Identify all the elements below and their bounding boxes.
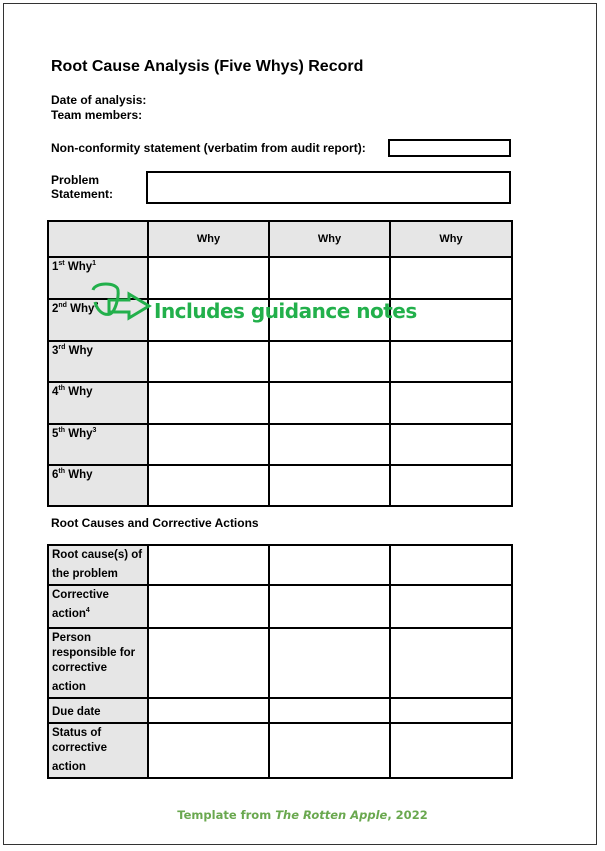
root-cause-cell[interactable] — [148, 628, 269, 698]
root-cause-cell[interactable] — [269, 628, 390, 698]
why-cell[interactable] — [148, 257, 269, 299]
why-row-label: 3rd Why — [48, 341, 148, 382]
why-cell[interactable] — [390, 382, 512, 424]
why-row-label: 4th Why — [48, 382, 148, 424]
footer-suffix: , 2022 — [387, 808, 428, 822]
team-label: Team members: — [51, 108, 143, 122]
why-row-label: 1st Why$^1$ — [48, 257, 148, 299]
nonconformity-label: Non-conformity statement (verbatim from audit report): — [51, 141, 366, 155]
problem-statement-field[interactable] — [146, 171, 511, 204]
why-row-label: 2nd Why$^2$ — [48, 299, 148, 341]
root-cause-table — [47, 544, 513, 779]
why-cell[interactable] — [148, 465, 269, 506]
problem-label — [51, 173, 113, 201]
why-row — [48, 424, 512, 465]
why-column-header: Why — [148, 221, 269, 257]
root-cause-cell[interactable] — [148, 698, 269, 723]
footer-prefix: Template from — [177, 808, 276, 822]
why-cell[interactable] — [269, 424, 390, 465]
root-cause-cell[interactable] — [390, 628, 512, 698]
root-cause-cell[interactable] — [390, 723, 512, 778]
problem-label-line1: Problem — [51, 173, 100, 187]
why-column-header: Why — [269, 221, 390, 257]
table-header-row — [48, 221, 512, 257]
nonconformity-field[interactable] — [388, 139, 511, 157]
root-cause-row-label: Person responsible for corrective action — [48, 628, 148, 698]
root-cause-row — [48, 628, 512, 698]
root-cause-cell[interactable] — [390, 585, 512, 628]
root-cause-cell[interactable] — [269, 698, 390, 723]
corner-cell — [48, 221, 148, 257]
annotation-arrow-icon — [85, 282, 160, 324]
why-cell[interactable] — [148, 382, 269, 424]
why-cell[interactable] — [148, 424, 269, 465]
root-cause-cell[interactable] — [269, 545, 390, 585]
root-cause-row — [48, 698, 512, 723]
why-row-label: 5th Why$^3$ — [48, 424, 148, 465]
root-cause-cell[interactable] — [390, 545, 512, 585]
root-cause-row — [48, 545, 512, 585]
root-cause-row-label: Corrective action$^4$ — [48, 585, 148, 628]
root-cause-cell[interactable] — [269, 723, 390, 778]
why-cell[interactable] — [390, 257, 512, 299]
problem-label-line2: Statement: — [51, 187, 114, 201]
root-cause-row — [48, 585, 512, 628]
root-cause-cell[interactable] — [148, 545, 269, 585]
guidance-annotation: Includes guidance notes — [154, 299, 417, 323]
section-title: Root Causes and Corrective Actions — [51, 516, 259, 530]
why-cell[interactable] — [390, 465, 512, 506]
root-cause-cell[interactable] — [390, 698, 512, 723]
why-cell[interactable] — [148, 341, 269, 382]
why-cell[interactable] — [269, 465, 390, 506]
root-cause-cell[interactable] — [269, 585, 390, 628]
why-cell[interactable] — [390, 341, 512, 382]
why-row — [48, 465, 512, 506]
why-row-label: 6th Why — [48, 465, 148, 506]
five-whys-table — [47, 220, 513, 507]
root-cause-row-label: Status of corrective action — [48, 723, 148, 778]
root-cause-row — [48, 723, 512, 778]
why-column-header: Why — [390, 221, 512, 257]
why-cell[interactable] — [269, 382, 390, 424]
why-cell[interactable] — [269, 341, 390, 382]
why-cell[interactable] — [269, 257, 390, 299]
root-cause-cell[interactable] — [148, 723, 269, 778]
why-row — [48, 382, 512, 424]
why-row — [48, 341, 512, 382]
footer-credit — [0, 808, 605, 822]
root-cause-row-label: Root cause(s) of the problem — [48, 545, 148, 585]
date-label: Date of analysis: — [51, 93, 147, 107]
footer-source: The Rotten Apple — [275, 808, 388, 822]
why-cell[interactable] — [390, 424, 512, 465]
root-cause-cell[interactable] — [148, 585, 269, 628]
page-title: Root Cause Analysis (Five Whys) Record — [51, 58, 364, 75]
root-cause-row-label: Due date — [48, 698, 148, 723]
